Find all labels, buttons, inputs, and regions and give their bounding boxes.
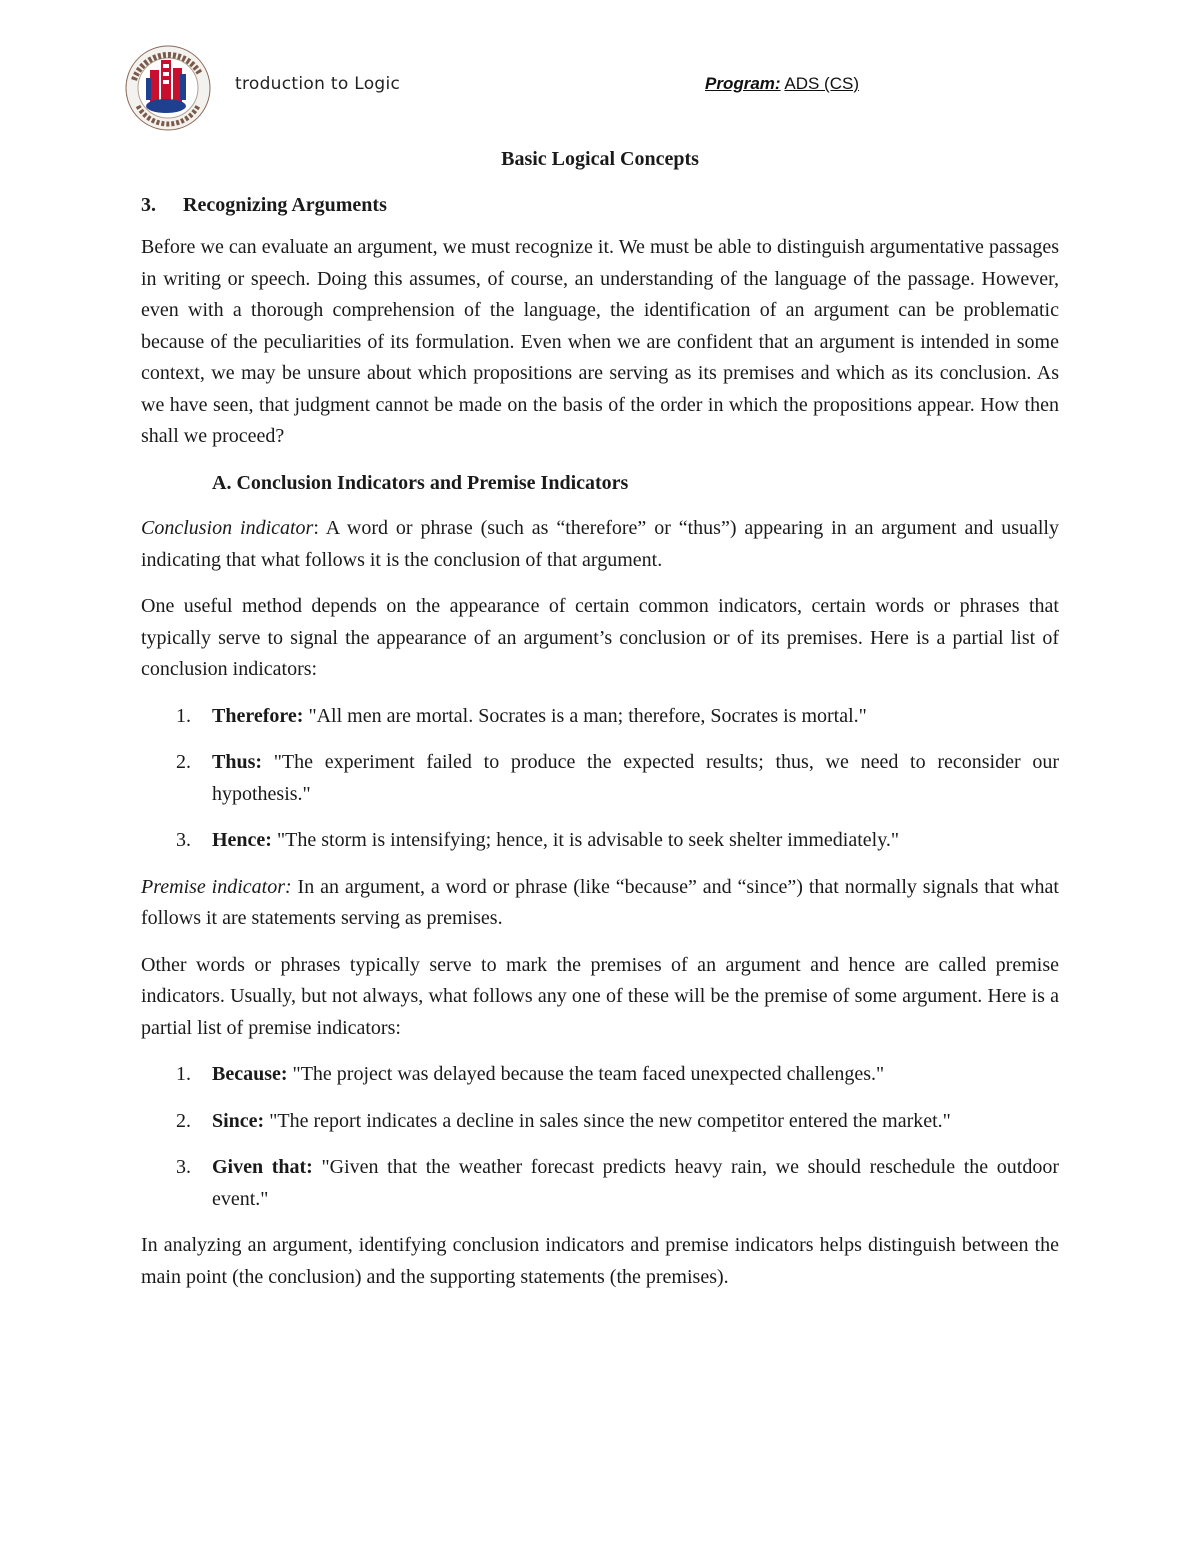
example-text: "The storm is intensifying; hence, it is advisable to seek shelter immediately." (271, 829, 900, 851)
example-text: "Given that the weather forecast predicts heavy rain, we should reschedule the outdoor event." (212, 1156, 1059, 1210)
indicator-term: Thus: (212, 751, 263, 773)
program-value: ADS (CS) (784, 74, 859, 93)
list-number: 2. (176, 751, 191, 773)
list-number: 3. (176, 1156, 191, 1178)
list-item (141, 701, 1059, 733)
list-item (141, 1059, 1059, 1091)
document-title: Basic Logical Concepts (501, 148, 699, 170)
section-number: 3. (141, 193, 156, 216)
subheading: A. Conclusion Indicators and Premise Indicators (212, 471, 629, 494)
example-text: "The project was delayed because the team faced unexpected challenges." (287, 1063, 885, 1085)
closing-paragraph: In analyzing an argument, identifying conclusion indicators and premise indicators helps distinguish between the main point (the conclusion) and the supporting statements (the premises). (141, 1234, 1059, 1288)
list-item (141, 1152, 1059, 1215)
document-body (141, 140, 1059, 1308)
premise-definition-text: In an argument, a word or phrase (like “because” and “since”) that normally signals that what follows it are statements serving as premises. (141, 875, 1059, 929)
example-text: "The experiment failed to produce the expected results; thus, we need to reconsider our hypothesis." (212, 751, 1059, 805)
conclusion-definition-text: : A word or phrase (such as “therefore” or “thus”) appearing in an argument and usually indicating that what follows it is the conclusion of that argument. (141, 517, 1059, 571)
indicator-term: Therefore: (212, 704, 304, 727)
university-logo (120, 44, 216, 132)
method-paragraph: One useful method depends on the appearance of certain common indicators, certain words or phrases that typically serve to signal the appearance of an argument’s conclusion or of its premises. Here is a partial list of conclusion indicators: (141, 595, 1059, 680)
section-title: Recognizing Arguments (183, 193, 387, 216)
list-number: 1. (176, 704, 191, 727)
conclusion-indicator-list (141, 701, 1059, 857)
program-label: Program: (705, 74, 781, 93)
program-info (705, 74, 859, 94)
premise-term: Premise indicator: (141, 875, 292, 898)
indicator-term: Since: (212, 1109, 265, 1132)
example-text: "The report indicates a decline in sales since the new competitor entered the market." (264, 1109, 951, 1132)
indicator-term: Because: (212, 1063, 288, 1085)
list-number: 3. (176, 829, 191, 851)
conclusion-term: Conclusion indicator (141, 517, 314, 539)
indicator-term: Hence: (212, 829, 272, 851)
list-item (141, 747, 1059, 810)
list-number: 1. (176, 1063, 191, 1085)
list-item (141, 825, 1059, 857)
section-heading (141, 190, 1059, 222)
intro-paragraph: Before we can evaluate an argument, we must recognize it. We must be able to distinguish argumentative passages in writing or speech. Doing this assumes, of course, an understanding of the language of the passage. However, even with a thorough comprehension of the language, the identification of an argument can be problematic because of the peculiarities of its formulation. Even when we are confident that an argument is intended in some context, we may be unsure about which propositions are serving as its premises and which as its conclusion. As we have seen, that judgment cannot be made on the basis of the order in which the propositions appear. How then shall we proceed? (141, 236, 1059, 447)
list-item (141, 1106, 1059, 1138)
premise-indicator-list (141, 1059, 1059, 1215)
conclusion-definition (141, 513, 1059, 576)
course-name: troduction to Logic (235, 74, 401, 94)
premise-definition (141, 872, 1059, 935)
list-number: 2. (176, 1109, 191, 1132)
premise-paragraph: Other words or phrases typically serve to mark the premises of an argument and hence are called premise indicators. Usually, but not always, what follows any one of these will be the premise of some argument. Here is a partial list of premise indicators: (141, 953, 1059, 1039)
indicator-term: Given that: (212, 1156, 313, 1178)
example-text: "All men are mortal. Socrates is a man; therefore, Socrates is mortal." (303, 704, 867, 727)
